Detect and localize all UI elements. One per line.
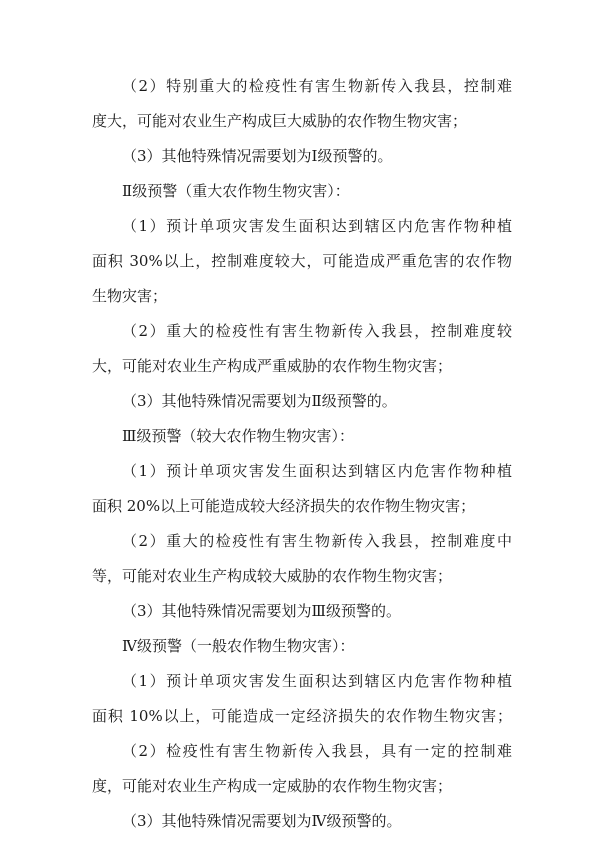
text-line: （2）检疫性有害生物新传入我县，具有一定的控制难 [122,742,512,760]
text-line: 面积 20%以上可能造成较大经济损失的农作物生物灾害； [92,497,476,515]
text-line: 面积 30%以上，控制难度较大，可能造成严重危害的农作物 [92,252,512,270]
section-heading: Ⅲ级预警（较大农作物生物灾害）： [122,427,354,445]
text-line: （2）特别重大的检疫性有害生物新传入我县，控制难 [122,77,512,95]
text-line: 度大，可能对农业生产构成巨大威胁的农作物生物灾害； [92,112,468,130]
section-heading: Ⅳ级预警（一般农作物生物灾害）： [122,637,355,655]
text-line: （3）其他特殊情况需要划为Ⅰ级预警的。 [122,147,393,165]
text-line: 等，可能对农业生产构成较大威胁的农作物生物灾害； [92,567,453,585]
text-line: （2）重大的检疫性有害生物新传入我县，控制难度中 [122,532,512,550]
text-line: （1）预计单项灾害发生面积达到辖区内危害作物种植 [122,672,512,690]
text-line: 度，可能对农业生产构成一定威胁的农作物生物灾害； [92,777,453,795]
text-line: （3）其他特殊情况需要划为Ⅲ级预警的。 [122,602,402,620]
text-line: （1）预计单项灾害发生面积达到辖区内危害作物种植 [122,217,512,235]
section-heading: Ⅱ级预警（重大农作物生物灾害）： [122,182,350,200]
text-line: （1）预计单项灾害发生面积达到辖区内危害作物种植 [122,462,512,480]
text-line: 大，可能对农业生产构成严重威胁的农作物生物灾害； [92,357,453,375]
text-line: 生物灾害； [92,287,168,305]
text-line: （3）其他特殊情况需要划为Ⅱ级预警的。 [122,392,397,410]
text-line: 面积 10%以上，可能造成一定经济损失的农作物生物灾害； [92,707,512,725]
text-line: （3）其他特殊情况需要划为Ⅳ级预警的。 [122,812,402,830]
text-line: （2）重大的检疫性有害生物新传入我县，控制难度较 [122,322,512,340]
